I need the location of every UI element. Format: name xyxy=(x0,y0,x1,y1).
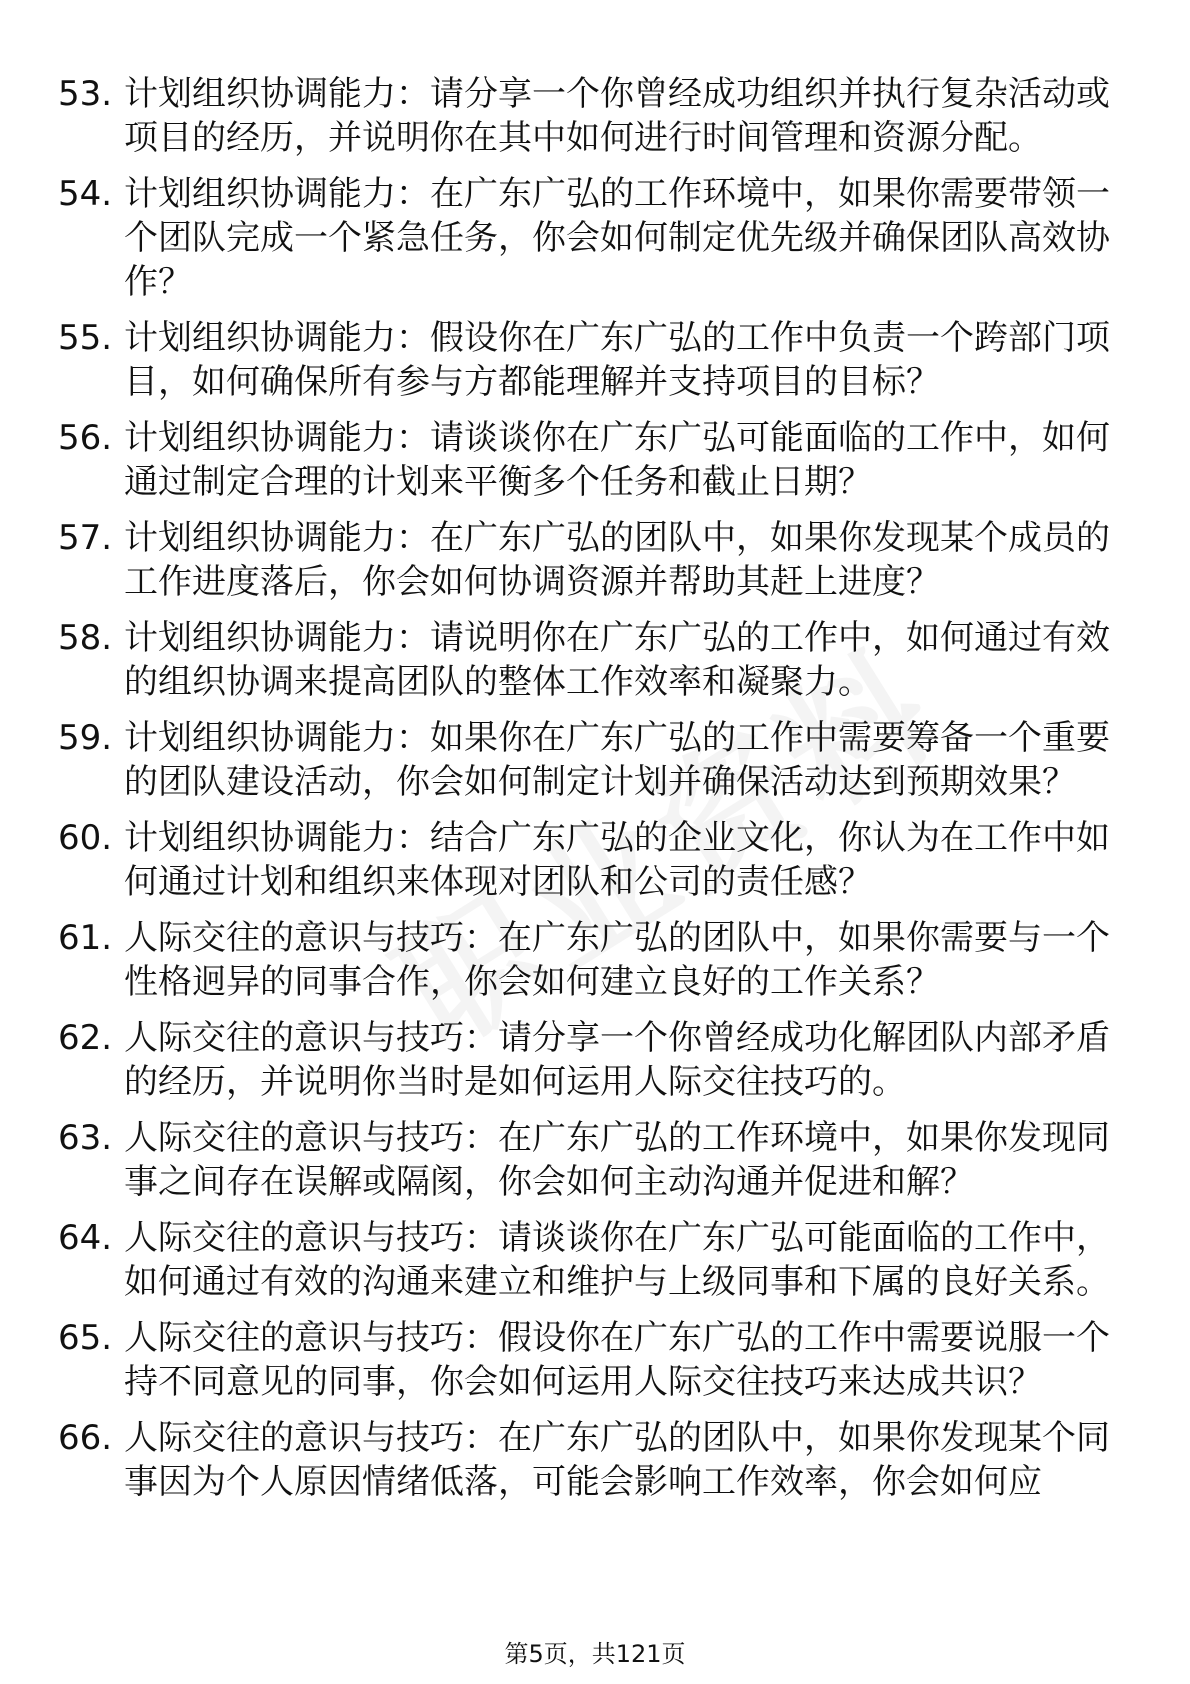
question-number: 54. xyxy=(58,174,113,214)
question-list xyxy=(58,72,1118,1516)
question-text: 人际交往的意识与技巧：在广东广弘的团队中，如果你需要与一个性格迥异的同事合作，你会如何建立良好的工作关系？ xyxy=(124,918,1110,1002)
question-number: 61. xyxy=(58,918,113,958)
question-number: 60. xyxy=(58,818,113,858)
question-item xyxy=(58,816,1118,904)
question-number: 56. xyxy=(58,418,113,458)
question-item xyxy=(58,172,1118,304)
question-item xyxy=(58,416,1118,504)
question-item xyxy=(58,516,1118,604)
question-item xyxy=(58,1116,1118,1204)
question-number: 58. xyxy=(58,618,113,658)
question-item xyxy=(58,716,1118,804)
question-number: 63. xyxy=(58,1118,113,1158)
question-number: 55. xyxy=(58,318,113,358)
question-number: 59. xyxy=(58,718,113,758)
question-text: 计划组织协调能力：假设你在广东广弘的工作中负责一个跨部门项目，如何确保所有参与方都能理解并支持项目的目标？ xyxy=(124,318,1110,402)
question-item xyxy=(58,1016,1118,1104)
question-number: 65. xyxy=(58,1318,113,1358)
question-item xyxy=(58,916,1118,1004)
question-text: 计划组织协调能力：在广东广弘的工作环境中，如果你需要带领一个团队完成一个紧急任务，你会如何制定优先级并确保团队高效协作？ xyxy=(124,174,1110,302)
question-number: 62. xyxy=(58,1018,113,1058)
question-text: 计划组织协调能力：请谈谈你在广东广弘可能面临的工作中，如何通过制定合理的计划来平衡多个任务和截止日期？ xyxy=(124,418,1110,502)
question-text: 人际交往的意识与技巧：在广东广弘的团队中，如果你发现某个同事因为个人原因情绪低落，可能会影响工作效率，你会如何应 xyxy=(124,1418,1110,1502)
question-number: 66. xyxy=(58,1418,113,1458)
question-number: 57. xyxy=(58,518,113,558)
question-number: 53. xyxy=(58,74,113,114)
question-item xyxy=(58,316,1118,404)
question-item xyxy=(58,1316,1118,1404)
question-text: 人际交往的意识与技巧：请谈谈你在广东广弘可能面临的工作中，如何通过有效的沟通来建立和维护与上级同事和下属的良好关系。 xyxy=(124,1218,1110,1302)
page-number-label: 第5页，共121页 xyxy=(504,1640,686,1668)
question-item xyxy=(58,616,1118,704)
question-number: 64. xyxy=(58,1218,113,1258)
question-text: 计划组织协调能力：如果你在广东广弘的工作中需要筹备一个重要的团队建设活动，你会如何制定计划并确保活动达到预期效果？ xyxy=(124,718,1110,802)
question-item xyxy=(58,72,1118,160)
page-footer xyxy=(0,1639,1190,1669)
question-item xyxy=(58,1416,1118,1504)
question-item xyxy=(58,1216,1118,1304)
question-text: 计划组织协调能力：请分享一个你曾经成功组织并执行复杂活动或项目的经历，并说明你在其中如何进行时间管理和资源分配。 xyxy=(124,74,1110,158)
question-text: 人际交往的意识与技巧：在广东广弘的工作环境中，如果你发现同事之间存在误解或隔阂，你会如何主动沟通并促进和解？ xyxy=(124,1118,1110,1202)
question-text: 人际交往的意识与技巧：假设你在广东广弘的工作中需要说服一个持不同意见的同事，你会如何运用人际交往技巧来达成共识？ xyxy=(124,1318,1110,1402)
question-text: 计划组织协调能力：请说明你在广东广弘的工作中，如何通过有效的组织协调来提高团队的整体工作效率和凝聚力。 xyxy=(124,618,1110,702)
question-text: 计划组织协调能力：在广东广弘的团队中，如果你发现某个成员的工作进度落后，你会如何协调资源并帮助其赶上进度？ xyxy=(124,518,1110,602)
question-text: 计划组织协调能力：结合广东广弘的企业文化，你认为在工作中如何通过计划和组织来体现对团队和公司的责任感？ xyxy=(124,818,1110,902)
question-text: 人际交往的意识与技巧：请分享一个你曾经成功化解团队内部矛盾的经历，并说明你当时是如何运用人际交往技巧的。 xyxy=(124,1018,1110,1102)
